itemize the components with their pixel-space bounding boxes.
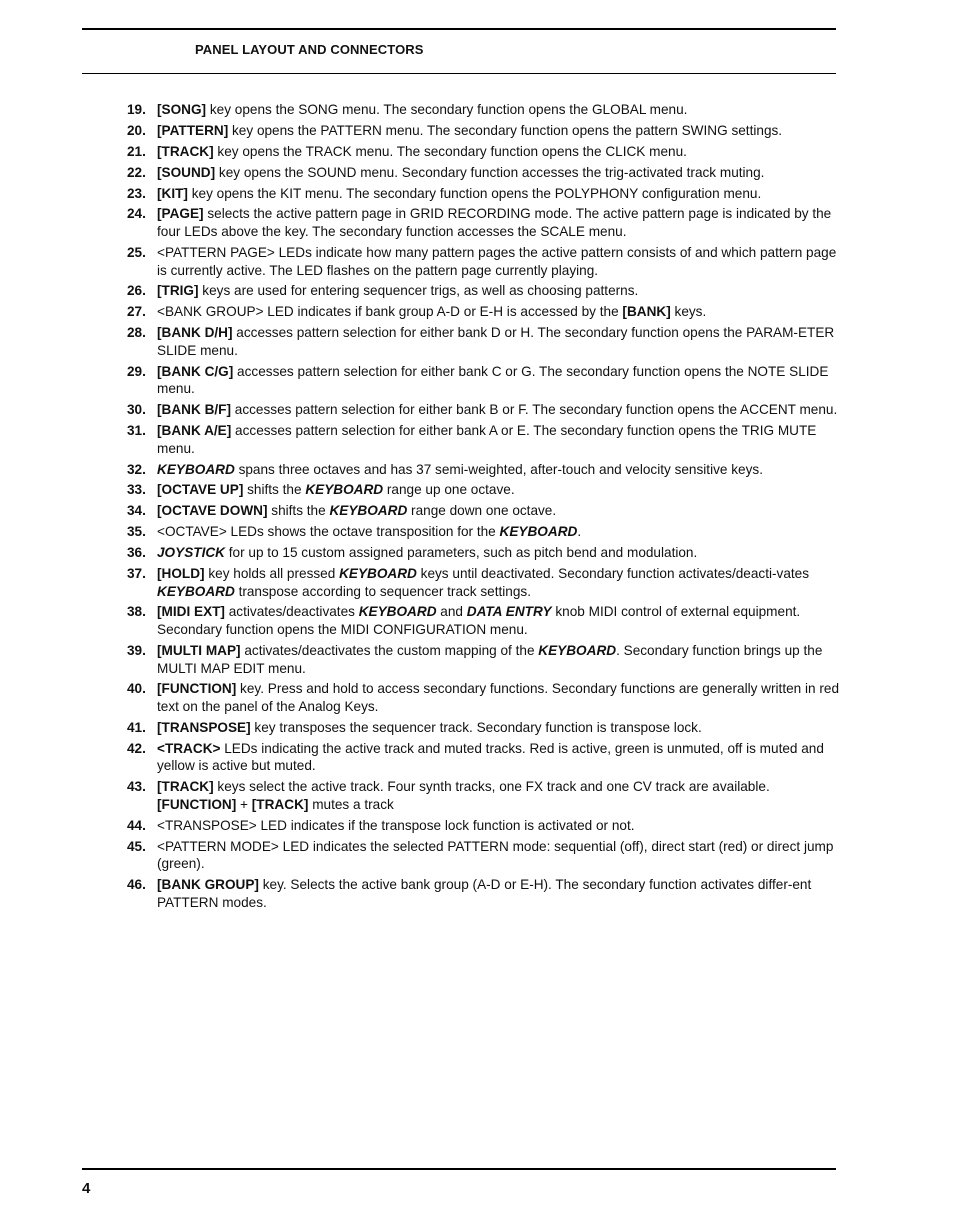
control-name: KEYBOARD xyxy=(499,524,578,540)
list-item xyxy=(127,101,839,119)
item-number: 36. xyxy=(127,545,146,561)
item-text xyxy=(157,544,839,562)
item-text-segment: for up to 15 custom assigned parameters, such as pitch bend and modulation. xyxy=(224,545,698,561)
item-text-segment: activates/deactivates the custom mapping of the xyxy=(240,642,539,658)
item-number: 28. xyxy=(127,325,146,341)
item-text xyxy=(157,143,839,161)
list-item xyxy=(127,481,839,499)
item-text xyxy=(157,122,839,140)
list-item xyxy=(127,205,839,240)
list-item xyxy=(127,303,839,321)
item-number: 43. xyxy=(127,779,146,795)
key-label: [FUNCTION] xyxy=(157,681,237,697)
item-text xyxy=(157,164,839,182)
control-name: JOYSTICK xyxy=(157,545,225,561)
item-text xyxy=(157,282,839,300)
list-item xyxy=(127,817,839,835)
key-label: [BANK GROUP] xyxy=(157,877,259,893)
item-text-segment: key opens the SONG menu. The secondary function opens the GLOBAL menu. xyxy=(206,102,688,117)
item-number: 34. xyxy=(127,503,146,519)
item-text-segment: <PATTERN PAGE> LEDs indicate how many pattern pages the active pattern consists of and which pattern page is currently active. The LED flashes on the pattern page currently playing. xyxy=(157,244,837,278)
item-text xyxy=(157,185,839,203)
item-text xyxy=(157,101,839,119)
item-text xyxy=(157,422,839,457)
list-item xyxy=(127,838,839,873)
list-item xyxy=(127,523,839,541)
item-text xyxy=(157,778,839,813)
list-item xyxy=(127,740,839,775)
key-label: [PAGE] xyxy=(157,206,204,222)
list-item xyxy=(127,544,839,562)
list-item xyxy=(127,642,839,677)
list-item xyxy=(127,164,839,182)
item-text-segment: key opens the SOUND menu. Secondary function accesses the trig-activated track muting. xyxy=(215,164,765,180)
list-item xyxy=(127,244,839,279)
key-label: [OCTAVE DOWN] xyxy=(157,503,268,519)
key-label: [TRACK] xyxy=(157,143,214,159)
item-text-segment: keys until deactivated. Secondary function activates/deacti-vates xyxy=(416,566,810,581)
item-number: 44. xyxy=(127,817,146,833)
item-text xyxy=(157,461,839,479)
item-text-segment: activates/deactivates xyxy=(224,604,359,620)
item-text-segment: range up one octave. xyxy=(383,482,515,498)
key-label: [TRIG] xyxy=(157,283,199,299)
item-text-segment: keys are used for entering sequencer trigs, as well as choosing patterns. xyxy=(198,283,639,299)
item-number: 42. xyxy=(127,740,146,756)
item-text-segment: knob MIDI control of external equipment. Secondary function opens the MIDI CONFIGURATION menu. xyxy=(157,604,801,638)
item-text xyxy=(157,838,839,873)
item-text xyxy=(157,363,839,398)
item-text xyxy=(157,303,839,321)
item-number: 20. xyxy=(127,122,146,138)
item-text-segment: shifts the xyxy=(243,482,306,498)
list-item xyxy=(127,363,839,398)
key-label: [HOLD] xyxy=(157,566,205,581)
numbered-list xyxy=(127,101,839,915)
item-text-segment: <OCTAVE> LEDs shows the octave transposition for the xyxy=(157,524,500,540)
item-text-segment: accesses pattern selection for either bank D or H. The secondary function opens the PARAM-ETER SLIDE menu. xyxy=(157,325,835,358)
item-text-segment: transpose according to sequencer track settings. xyxy=(234,583,531,599)
item-number: 45. xyxy=(127,838,146,854)
item-text-segment: key. Selects the active bank group (A-D or E-H). The secondary function activates differ-ent PATTERN modes. xyxy=(157,877,812,910)
item-text xyxy=(157,603,839,638)
key-label: [SONG] xyxy=(157,102,207,117)
item-text-segment: . xyxy=(577,524,582,540)
item-number: 35. xyxy=(127,524,146,540)
item-number: 32. xyxy=(127,461,146,477)
item-number: 25. xyxy=(127,244,146,260)
item-text-segment: mutes a track xyxy=(308,796,394,812)
key-label: [MULTI MAP] xyxy=(157,642,241,658)
item-text-segment: . Secondary function brings up the MULTI MAP EDIT menu. xyxy=(157,642,823,676)
list-item xyxy=(127,401,839,419)
item-number: 21. xyxy=(127,143,146,159)
control-name: KEYBOARD xyxy=(157,461,235,477)
control-name: KEYBOARD xyxy=(339,566,417,581)
footer-rule xyxy=(82,1168,836,1170)
item-text xyxy=(157,205,839,240)
list-item xyxy=(127,282,839,300)
item-number: 24. xyxy=(127,206,146,222)
item-text-segment: <PATTERN MODE> LED indicates the selected PATTERN mode: sequential (off), direct start (red) or direct jump (green). xyxy=(157,838,834,872)
key-label: [BANK A/E] xyxy=(157,423,232,439)
list-item xyxy=(127,603,839,638)
item-text xyxy=(157,740,839,775)
key-label: [TRACK] xyxy=(157,779,214,795)
page-number: 4 xyxy=(82,1180,91,1197)
key-label: [OCTAVE UP] xyxy=(157,482,244,498)
control-name: KEYBOARD xyxy=(157,583,235,599)
item-text xyxy=(157,680,839,715)
item-text-segment: spans three octaves and has 37 semi-weighted, after-touch and velocity sensitive keys. xyxy=(234,461,763,477)
item-number: 39. xyxy=(127,642,146,658)
control-name: KEYBOARD xyxy=(358,604,437,620)
item-number: 23. xyxy=(127,185,146,201)
item-text-segment: selects the active pattern page in GRID RECORDING mode. The active pattern page is indicated by the four LEDs above the key. The secondary function accesses the SCALE menu. xyxy=(157,206,832,240)
list-item xyxy=(127,122,839,140)
item-number: 38. xyxy=(127,604,146,620)
control-name: KEYBOARD xyxy=(329,503,408,519)
item-number: 40. xyxy=(127,681,146,697)
key-label: <TRACK> xyxy=(157,740,221,756)
item-number: 46. xyxy=(127,877,146,893)
item-text-segment: key transposes the sequencer track. Secondary function is transpose lock. xyxy=(250,719,702,735)
key-label: [FUNCTION] xyxy=(157,796,237,812)
list-item xyxy=(127,502,839,520)
control-name: DATA ENTRY xyxy=(466,604,552,620)
list-item xyxy=(127,876,839,911)
item-number: 26. xyxy=(127,283,146,299)
item-text-segment: <TRANSPOSE> LED indicates if the transpose lock function is activated or not. xyxy=(157,817,635,833)
item-text xyxy=(157,401,839,419)
item-text-segment: key opens the TRACK menu. The secondary function opens the CLICK menu. xyxy=(213,143,687,159)
item-text-segment: and xyxy=(436,604,467,620)
item-text-segment: + xyxy=(236,796,252,812)
key-label: [TRACK] xyxy=(251,796,309,812)
section-header: PANEL LAYOUT AND CONNECTORS xyxy=(195,42,424,57)
item-number: 30. xyxy=(127,402,146,418)
list-item xyxy=(127,719,839,737)
item-text xyxy=(157,817,839,835)
key-label: [TRANSPOSE] xyxy=(157,719,251,735)
item-text xyxy=(157,642,839,677)
item-text-segment: range down one octave. xyxy=(407,503,557,519)
key-label: [BANK] xyxy=(622,304,671,320)
item-number: 31. xyxy=(127,423,146,439)
item-number: 37. xyxy=(127,566,146,581)
key-label: [BANK B/F] xyxy=(157,402,231,418)
header-top-rule xyxy=(82,28,836,30)
item-text xyxy=(157,502,839,520)
item-text-segment: key opens the KIT menu. The secondary function opens the POLYPHONY configuration menu. xyxy=(187,185,762,201)
item-text xyxy=(157,719,839,737)
list-item xyxy=(127,143,839,161)
key-label: [BANK C/G] xyxy=(157,363,234,379)
key-label: [KIT] xyxy=(157,185,188,201)
item-number: 29. xyxy=(127,363,146,379)
control-name: KEYBOARD xyxy=(305,482,384,498)
key-label: [SOUND] xyxy=(157,164,216,180)
item-text-segment: key. Press and hold to access secondary functions. Secondary functions are generally written in red text on the panel of the Analog Keys. xyxy=(157,681,840,715)
item-text-segment: LEDs indicating the active track and muted tracks. Red is active, green is unmuted, off is muted and yellow is active but muted. xyxy=(157,740,824,774)
item-text-segment: keys select the active track. Four synth tracks, one FX track and one CV track are available. xyxy=(213,779,770,795)
item-text xyxy=(157,876,839,911)
key-label: [MIDI EXT] xyxy=(157,604,225,620)
item-text-segment: accesses pattern selection for either bank A or E. The secondary function opens the TRIG MUTE menu. xyxy=(157,423,817,456)
header-bottom-rule xyxy=(82,73,836,74)
key-label: [PATTERN] xyxy=(157,122,229,138)
item-text xyxy=(157,324,839,359)
item-number: 41. xyxy=(127,719,146,735)
item-text xyxy=(157,481,839,499)
item-text-segment: key opens the PATTERN menu. The secondary function opens the pattern SWING settings. xyxy=(228,122,783,138)
item-text xyxy=(157,565,839,600)
item-number: 33. xyxy=(127,482,146,498)
list-item xyxy=(127,778,839,813)
item-number: 22. xyxy=(127,164,146,180)
item-text-segment: accesses pattern selection for either bank B or F. The secondary function opens the ACCENT menu. xyxy=(231,402,838,418)
list-item xyxy=(127,680,839,715)
list-item xyxy=(127,565,839,600)
list-item xyxy=(127,422,839,457)
item-text xyxy=(157,244,839,279)
control-name: KEYBOARD xyxy=(538,642,617,658)
key-label: [BANK D/H] xyxy=(157,325,233,341)
item-text-segment: keys. xyxy=(670,304,707,320)
list-item xyxy=(127,185,839,203)
item-text xyxy=(157,523,839,541)
item-number: 19. xyxy=(127,102,146,117)
item-text-segment: shifts the xyxy=(267,503,330,519)
list-item xyxy=(127,324,839,359)
item-text-segment: <BANK GROUP> LED indicates if bank group A-D or E-H is accessed by the xyxy=(157,304,623,320)
item-number: 27. xyxy=(127,304,146,320)
list-item xyxy=(127,461,839,479)
item-text-segment: key holds all pressed xyxy=(204,566,340,581)
item-text-segment: accesses pattern selection for either bank C or G. The secondary function opens the NOTE SLIDE menu. xyxy=(157,363,829,397)
